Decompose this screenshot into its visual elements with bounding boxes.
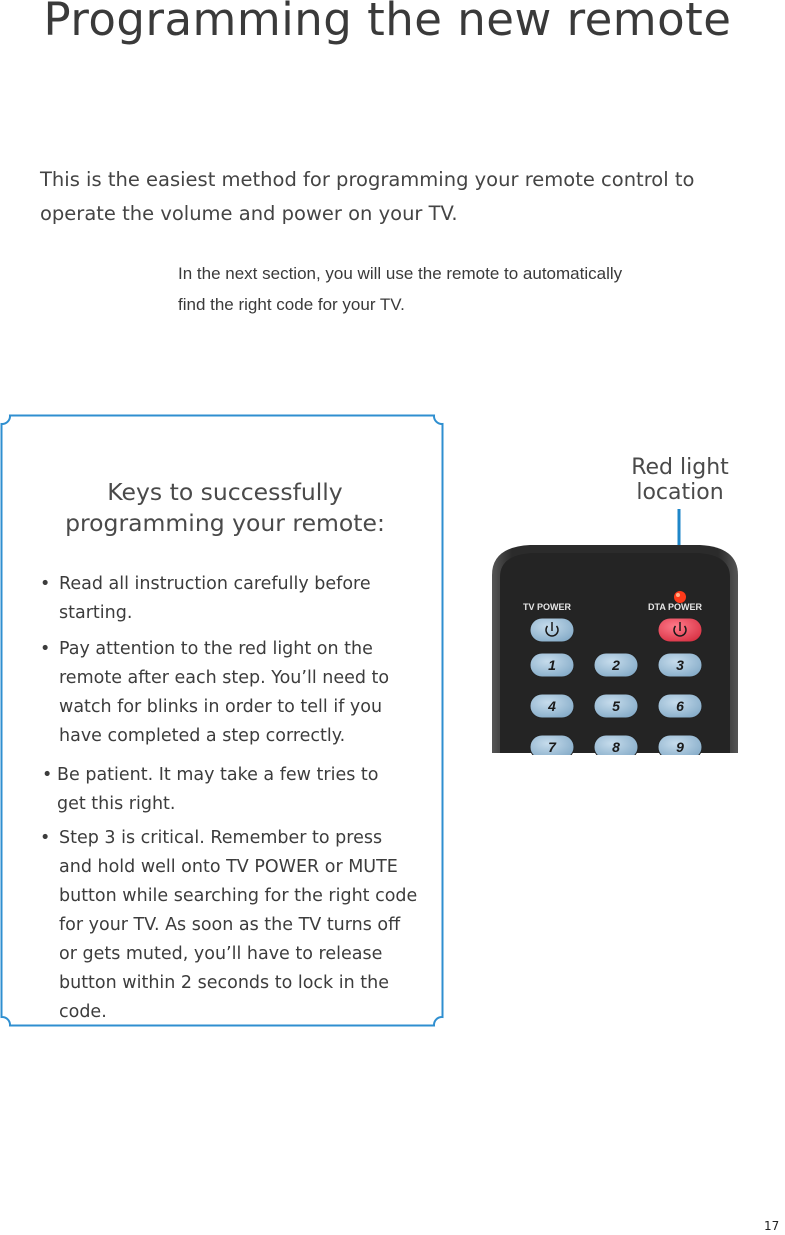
keys-title	[30, 477, 420, 539]
tv-power-label: TV POWER	[523, 602, 572, 612]
digit-label-2: 2	[612, 657, 620, 673]
list-item-text: Step 3 is critical. Remember to press and hold well onto TV POWER or MUTE button while searching for the right code for your TV. As soon as the TV turns off or gets muted, you’ll have to release button within 2 seconds to lock in the code.	[59, 828, 418, 1022]
next-section-note: In the next section, you will use the remote to automatically find the right code for your TV.	[178, 264, 623, 314]
bullet: •	[42, 765, 53, 785]
red-light-label	[600, 455, 760, 505]
list-item-text: Be patient. It may take a few tries to get this right.	[57, 765, 379, 814]
list-item	[40, 824, 419, 1027]
bullet: •	[40, 639, 51, 659]
bullet: •	[40, 574, 51, 594]
digit-label-1: 1	[548, 657, 556, 673]
digit-label-4: 4	[548, 698, 556, 714]
red-light-label-line-2: location	[636, 480, 724, 505]
list-item-text: Pay attention to the red light on the remote after each step. You’ll need to watch for blinks in order to tell if you have completed a step correctly.	[59, 639, 390, 746]
list-item	[40, 570, 404, 628]
digit-keys	[530, 653, 702, 755]
digit-label-8: 8	[612, 739, 620, 755]
list-item	[42, 761, 402, 819]
digit-label-3: 3	[676, 657, 684, 673]
keys-title-line-2: programming your remote:	[65, 509, 385, 537]
digit-label-5: 5	[612, 698, 620, 714]
bullet: •	[40, 828, 51, 848]
digit-label-6: 6	[676, 698, 684, 714]
page-title: Programming the new remote	[43, 0, 732, 46]
digit-label-9: 9	[676, 739, 684, 755]
intro-text: This is the easiest method for programming your remote control to operate the volume and power on your TV.	[40, 168, 695, 225]
digit-label-7: 7	[548, 739, 556, 755]
red-light-label-line-1: Red light	[631, 455, 729, 480]
list-item-text: Read all instruction carefully before starting.	[59, 574, 371, 623]
remote-illustration	[490, 505, 740, 755]
dta-power-label: DTA POWER	[648, 602, 702, 612]
page-number: 17	[764, 1219, 780, 1233]
list-item	[40, 635, 414, 751]
keys-title-line-1: Keys to successfully	[107, 478, 343, 506]
remote-svg	[490, 505, 740, 755]
